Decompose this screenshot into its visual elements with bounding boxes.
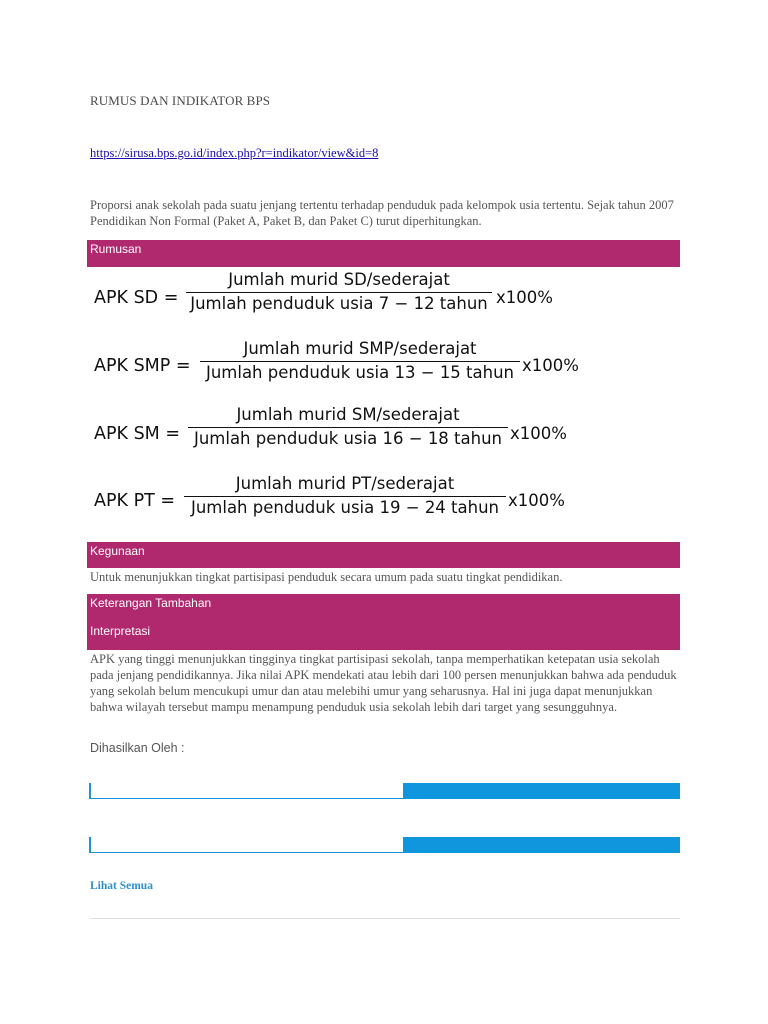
formula-denominator: Jumlah penduduk usia 16 − 18 tahun (193, 429, 503, 449)
produced-by-label: Dihasilkan Oleh : (90, 741, 185, 755)
section-label-keterangan: Keterangan Tambahan (90, 596, 212, 610)
formula-lhs: APK SMP = (94, 356, 191, 376)
producer-bar-2 (89, 837, 680, 853)
divider (90, 918, 680, 919)
producer-bar-fill (403, 783, 680, 799)
formula-apk-smp (94, 339, 684, 397)
section-band-kegunaan (87, 542, 680, 568)
kegunaan-paragraph: Untuk menunjukkan tingkat partisipasi penduduk secara umum pada suatu tingkat pendidikan. (90, 570, 563, 584)
formula-rhs: x100% (510, 424, 567, 443)
intro-paragraph: Proporsi anak sekolah pada suatu jenjang tertentu terhadap penduduk pada kelompok usia tertentu. Sejak tahun 2007 Pendidikan Non Formal (Paket A, Paket B, dan Paket C) turut diperhitungkan. (90, 198, 674, 228)
formula-numerator: Jumlah murid SMP/sederajat (243, 339, 477, 358)
producer-bar-outline (89, 837, 403, 853)
formula-denominator: Jumlah penduduk usia 7 − 12 tahun (190, 294, 488, 314)
formula-fraction (184, 474, 506, 517)
formula-denominator: Jumlah penduduk usia 19 − 24 tahun (190, 498, 500, 518)
producer-bar-outline (89, 783, 403, 799)
page-title: RUMUS DAN INDIKATOR BPS (90, 93, 271, 108)
formula-fraction (186, 270, 492, 313)
formula-rhs: x100% (522, 356, 579, 375)
formula-numerator: Jumlah murid SM/sederajat (236, 405, 460, 424)
section-label-rumusan: Rumusan (90, 242, 142, 256)
formula-apk-sd (94, 270, 684, 328)
formula-lhs: APK SM = (94, 424, 180, 444)
formula-numerator: Jumlah murid PT/sederajat (235, 474, 455, 493)
formula-apk-sm (94, 405, 684, 463)
source-link[interactable]: https://sirusa.bps.go.id/index.php?r=indikator/view&id=8 (90, 146, 379, 160)
see-all-link[interactable]: Lihat Semua (90, 880, 153, 892)
interpretasi-paragraph: APK yang tinggi menunjukkan tingginya tingkat partisipasi sekolah, tanpa memperhatikan ketepatan usia sekolah pada jenjang pendidikannya. Jika nilai APK mendekati atau lebih dari 100 persen menunjukkan bahwa ada penduduk yang sekolah belum mencukupi umur dan atau melebihi umur yang seharusnya. Hal ini juga dapat menunjukkan bahwa wilayah tersebut mampu menampung penduduk usia sekolah lebih dari target yang sesungguhnya. (90, 652, 677, 714)
producer-bar-1 (89, 783, 680, 799)
section-label-kegunaan: Kegunaan (90, 544, 145, 558)
formula-apk-pt (94, 474, 684, 532)
section-band-keterangan (87, 594, 680, 650)
formula-rhs: x100% (508, 491, 565, 510)
formula-numerator: Jumlah murid SD/sederajat (228, 270, 450, 289)
formula-lhs: APK PT = (94, 491, 176, 511)
formula-fraction (188, 405, 508, 448)
producer-bar-fill (403, 837, 680, 853)
section-band-rumusan (87, 240, 680, 267)
formula-lhs: APK SD = (94, 288, 179, 308)
section-label-interpretasi: Interpretasi (90, 624, 151, 638)
formula-denominator: Jumlah penduduk usia 13 − 15 tahun (205, 363, 515, 383)
formula-rhs: x100% (496, 288, 553, 307)
formula-fraction (200, 339, 520, 382)
